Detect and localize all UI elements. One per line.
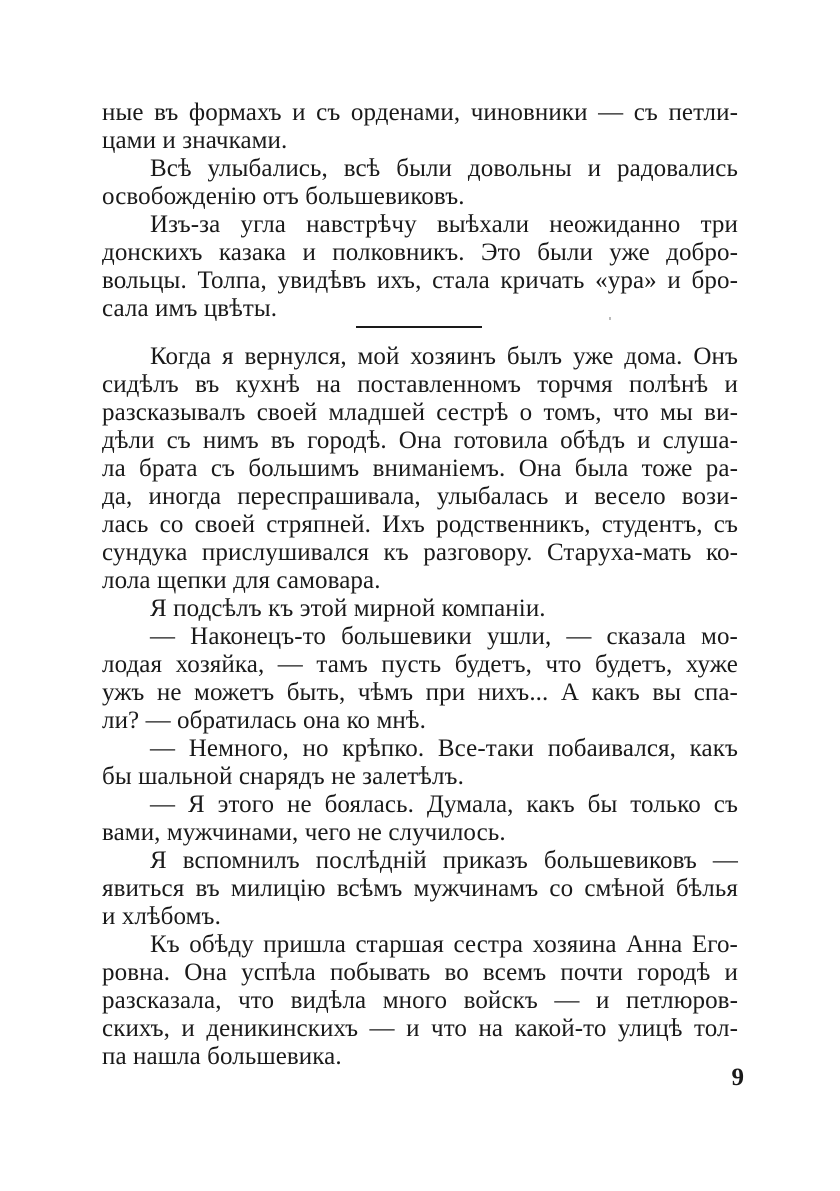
- text-line: ные въ формахъ и съ орденами, чиновники — съ петли-: [102, 99, 738, 126]
- text-line: — Наконецъ-то большевики ушли, — сказала мо-: [150, 623, 738, 650]
- text-line: — Немного, но крѣпко. Все-таки побаивался, какъ: [150, 735, 738, 762]
- text-line: бы шальной снарядъ не залетѣлъ.: [102, 763, 464, 790]
- text-line: вами, мужчинами, чего не случилось.: [102, 819, 506, 846]
- text-line: лола щепки для самовара.: [102, 567, 381, 594]
- text-line: сундука прислушивался къ разговору. Старуха-мать ко-: [102, 539, 738, 566]
- text-line: и хлѣбомъ.: [102, 903, 221, 930]
- text-line: Изъ-за угла навстрѣчу выѣхали неожиданно три: [150, 211, 738, 238]
- text-line: ужъ не можетъ быть, чѣмъ при нихъ... А какъ вы спа-: [102, 679, 738, 706]
- text-line: сала имъ цвѣты.: [102, 295, 278, 322]
- text-line: дѣли съ нимъ въ городѣ. Она готовила обѣдъ и слуша-: [102, 427, 738, 454]
- print-speck: [609, 317, 611, 320]
- text-line: ла брата съ большимъ вниманіемъ. Она была тоже ра-: [102, 455, 738, 482]
- text-line: — Я этого не боялась. Думала, какъ бы только съ: [150, 791, 738, 818]
- text-line: ли? — обратилась она ко мнѣ.: [102, 707, 426, 734]
- text-line: лась со своей стряпней. Ихъ родственникъ, студентъ, съ: [102, 511, 738, 538]
- text-line: цами и значками.: [102, 127, 288, 154]
- text-line: Я вспомнилъ послѣдній приказъ большевиковъ —: [150, 847, 738, 874]
- text-line: Я подсѣлъ къ этой мирной компаніи.: [150, 595, 546, 622]
- text-line: Когда я вернулся, мой хозяинъ былъ уже дома. Онъ: [150, 343, 738, 370]
- text-line: лодая хозяйка, — тамъ пусть будетъ, что будетъ, хуже: [102, 651, 738, 678]
- text-line: скихъ, и деникинскихъ — и что на какой-то улицѣ тол-: [102, 1015, 738, 1042]
- text-line: разсказала, что видѣла много войскъ — и петлюров-: [102, 987, 738, 1014]
- text-line: Всѣ улыбались, всѣ были довольны и радовались: [150, 155, 738, 182]
- text-line: па нашла большевика.: [102, 1043, 342, 1070]
- text-line: донскихъ казака и полковникъ. Это были уже добро-: [102, 239, 738, 266]
- page-number: 9: [731, 1064, 744, 1091]
- section-divider: [356, 326, 482, 328]
- text-line: ровна. Она успѣла побывать во всемъ почти городѣ и: [102, 959, 738, 986]
- text-line: разсказывалъ своей младшей сестрѣ о томъ, что мы ви-: [102, 399, 738, 426]
- text-line: вольцы. Толпа, увидѣвъ ихъ, стала кричать «ура» и бро-: [102, 267, 738, 294]
- text-line: сидѣлъ въ кухнѣ на поставленномъ торчмя полѣнѣ и: [102, 371, 738, 398]
- text-line: освобожденію отъ большевиковъ.: [102, 183, 465, 210]
- text-line: да, иногда переспрашивала, улыбалась и весело вози-: [102, 483, 738, 510]
- text-line: явиться въ милицію всѣмъ мужчинамъ со смѣной бѣлья: [102, 875, 738, 902]
- text-line: Къ обѣду пришла старшая сестра хозяина Анна Его-: [150, 931, 738, 958]
